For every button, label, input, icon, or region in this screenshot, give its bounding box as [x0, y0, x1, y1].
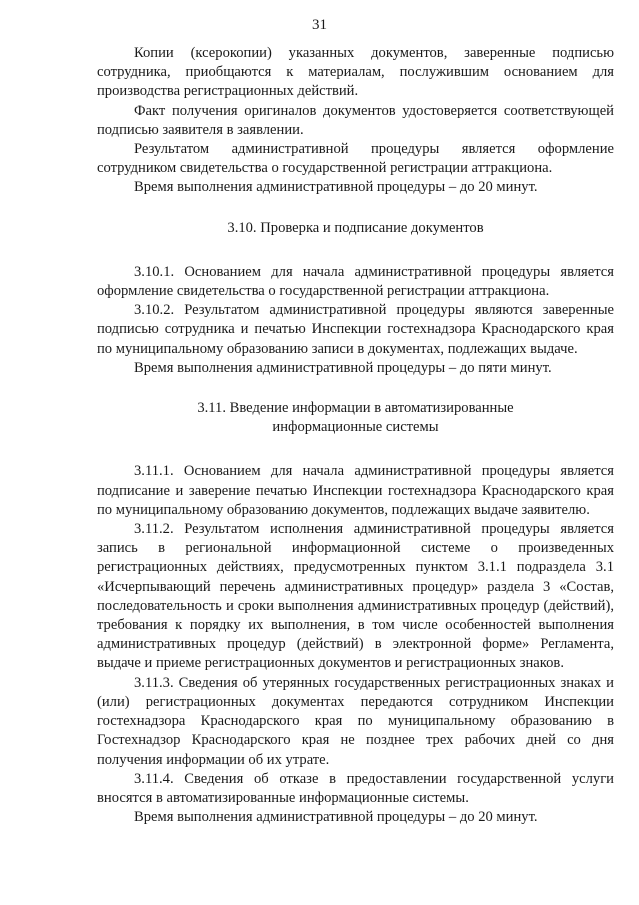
- paragraph-originals-receipt: Факт получения оригиналов документов удостоверяется соответствующей подписью заявителя в заявлении.: [97, 102, 614, 138]
- paragraph-3-11-4: 3.11.4. Сведения об отказе в предоставлении государственной услуги вносятся в автоматизированные информационные системы.: [97, 770, 614, 806]
- section-heading-3-10: 3.10. Проверка и подписание документов: [227, 219, 484, 236]
- paragraph-procedure-result: Результатом административной процедуры является оформление сотрудником свидетельства о государственной регистрации аттракциона.: [97, 141, 614, 177]
- paragraph-3-10-2: 3.10.2. Результатом административной процедуры являются заверенные подписью сотрудника и печатью Инспекции гостехнадзора Краснодарского края по муниципальному образованию записи в документах, подлежащих выдаче.: [97, 302, 614, 357]
- paragraph-3-11-3: 3.11.3. Сведения об утерянных государственных регистрационных знаках и (или) регистрационных документах передаются сотрудником Инспекции гостехнадзора Краснодарского края по муниципальному образованию в Гостехнадзор Краснодарского края не позднее трех рабочих дней со дня получения информации об их утрате.: [97, 674, 614, 768]
- paragraph-3-11-1: 3.11.1. Основанием для начала административной процедуры является подписание и заверение печатью Инспекции гостехнадзора Краснодарского края по муниципальному образованию документов, подлежащих выдаче заявителю.: [97, 463, 614, 518]
- paragraph-3-11-time: Время выполнения административной процедуры – до 20 минут.: [134, 809, 538, 826]
- document-body: [97, 44, 614, 827]
- paragraph-procedure-time: Время выполнения административной процедуры – до 20 минут.: [134, 179, 538, 196]
- section-heading-3-11: 3.11. Введение информации в автоматизированные информационные системы: [197, 400, 514, 436]
- paragraph-copies: Копии (ксерокопии) указанных документов, заверенные подписью сотрудника, приобщаются к материалам, послужившим основанием для производства регистрационных действий.: [97, 45, 614, 100]
- paragraph-3-10-time: Время выполнения административной процедуры – до пяти минут.: [134, 359, 552, 376]
- page-number: 31: [312, 17, 327, 33]
- paragraph-3-10-1: 3.10.1. Основанием для начала административной процедуры является оформление свидетельства о государственной регистрации аттракциона.: [97, 263, 614, 300]
- paragraph-3-11-2: 3.11.2. Результатом исполнения административной процедуры является запись в региональной информационной системе о произведенных регистрационных действиях, предусмотренных пунктом 3.1.1 подраздела 3.1 «Исчерпывающий перечень административных процедур» раздела 3 «Состав, последовательность и сроки выполнения административных процедур (действий), требования к порядку их выполнения, в том числе особенностей выполнения административных процедур (действий) в электронной форме» Регламента, выдаче и приеме регистрационных документов и регистрационных знаков.: [97, 521, 614, 672]
